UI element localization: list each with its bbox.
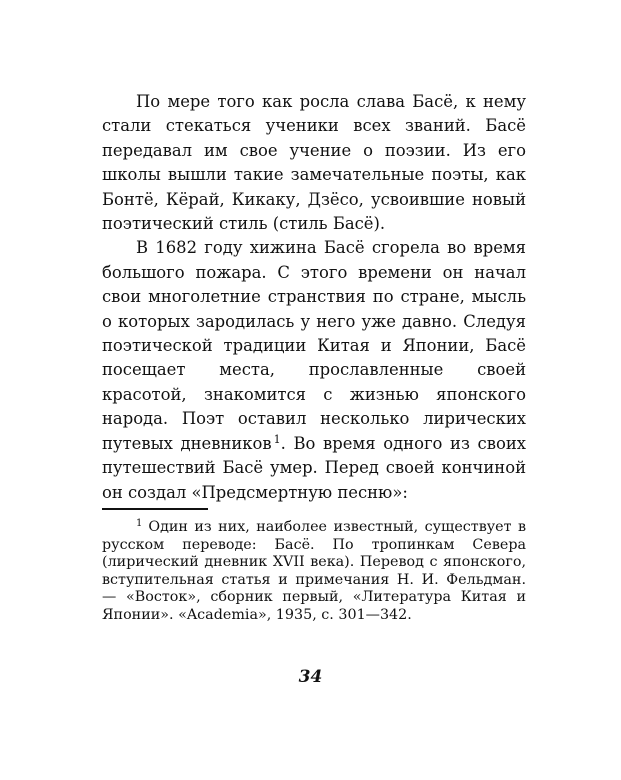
page-number: 34 [298, 667, 323, 687]
footnote-text: Один из них, наиболее известный, существует в русском переводе: Басё. По тропинкам Севера (лирический дневник XVII века). Перевод с японского, вступительная статья и примечания Н. И. Фельдман. — «Восток», сборник первый, «Литература Китая и Японии». «Academia», 1935, с. 301—342. [102, 519, 526, 623]
paragraph-travels [102, 236, 526, 504]
paragraph-fame: По мере того как росла слава Басё, к нему стали стекаться ученики всех званий. Басё передавал им свое учение о поэзии. Из его школы вышли такие замечательные поэты, как Бонтё, Кёрай, Кикаку, Дзёсо, усвоившие новый поэтический стиль (стиль Басё). [102, 92, 526, 234]
footnote-divider [102, 508, 208, 510]
footnote [102, 519, 526, 624]
main-text [102, 90, 526, 505]
paragraph-travels-continuation: . Во время одного из своих путешествий Басё умер. Перед своей кончиной он создал «Предсмертную песню»: [102, 433, 527, 502]
paragraph-travels-text: В 1682 году хижина Басё сгорела во время большого пожара. С этого времени он начал свои многолетние странствия по стране, мысль о которых зародилась у него уже давно. Следуя поэтической традиции Китая и Японии, Басё посещает места, прославленные своей красотой, знакомится с жизнью японского народа. Поэт оставил несколько лирических путевых дневников [102, 238, 526, 453]
footnote-reference: 1 [273, 432, 281, 446]
footnote-marker: 1 [136, 518, 143, 529]
